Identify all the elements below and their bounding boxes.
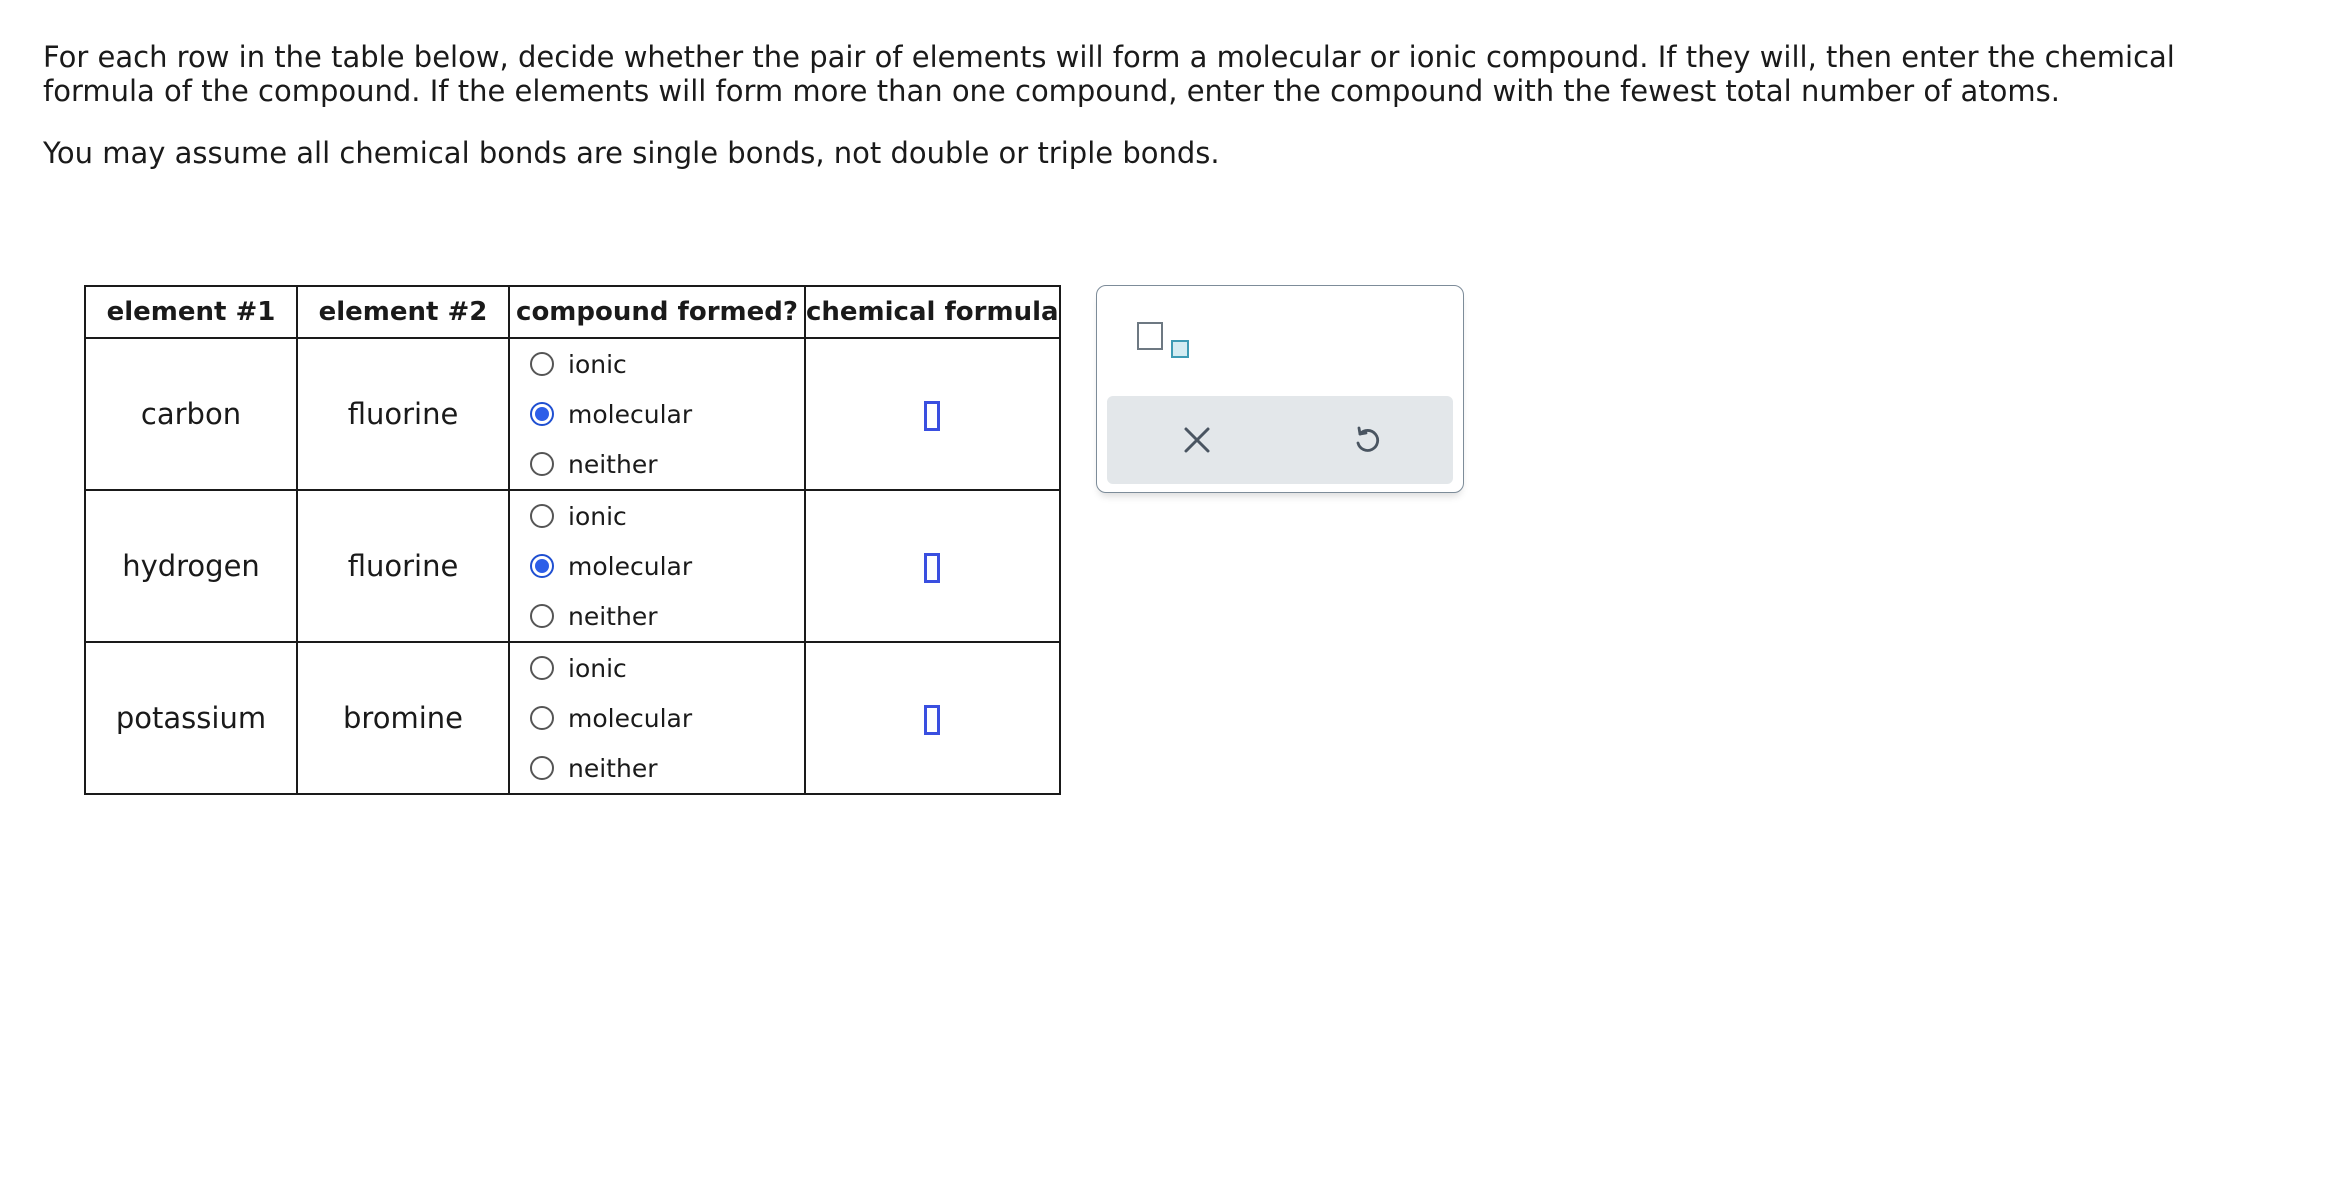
compound-table [84,285,1061,795]
header-element-1: element #1 [85,286,297,338]
formula-cell [805,490,1060,642]
answer-tools-panel [1096,285,1464,493]
element-1-cell: potassium [85,642,297,794]
header-compound-formed: compound formed? [509,286,805,338]
option-label: neither [568,449,658,479]
undo-arrow-icon[interactable] [1347,420,1387,460]
option-neither[interactable] [510,591,804,641]
option-label: molecular [568,703,693,733]
compound-choice-group [509,490,805,642]
instructions [43,40,2293,170]
formula-input[interactable] [924,401,940,431]
option-label: neither [568,753,658,783]
compound-choice-group [509,338,805,490]
option-neither[interactable] [510,439,804,489]
option-label: molecular [568,399,693,429]
radio-button[interactable] [530,554,554,578]
option-label: ionic [568,501,627,531]
radio-button[interactable] [530,352,554,376]
header-element-2: element #2 [297,286,509,338]
instructions-paragraph-2: You may assume all chemical bonds are single bonds, not double or triple bonds. [43,136,1220,170]
action-bar [1107,396,1453,484]
close-x-icon[interactable] [1177,420,1217,460]
option-molecular[interactable] [510,541,804,591]
option-label: ionic [568,653,627,683]
option-ionic[interactable] [510,491,804,541]
instructions-paragraph-1: For each row in the table below, decide whether the pair of elements will form a molecular or ionic compound. If they will, then enter the chemical formula of the compound. If the elements will form more than one compound, enter the compound with the fewest total number of atoms. [43,40,2175,108]
option-molecular[interactable] [510,693,804,743]
subscript-box [1171,340,1189,358]
table-header-row [85,286,1060,338]
option-ionic[interactable] [510,643,804,693]
option-neither[interactable] [510,743,804,793]
formula-cell [805,338,1060,490]
element-2-cell: fluorine [297,338,509,490]
option-ionic[interactable] [510,339,804,389]
element-1-cell: hydrogen [85,490,297,642]
formula-input[interactable] [924,705,940,735]
base-box [1137,322,1163,350]
element-1-cell: carbon [85,338,297,490]
option-molecular[interactable] [510,389,804,439]
radio-button[interactable] [530,604,554,628]
table-row [85,642,1060,794]
subscript-box-icon[interactable] [1137,322,1197,372]
option-label: molecular [568,551,693,581]
radio-button[interactable] [530,402,554,426]
header-chemical-formula: chemical formula [805,286,1060,338]
option-label: neither [568,601,658,631]
radio-button[interactable] [530,656,554,680]
radio-button[interactable] [530,706,554,730]
table-row [85,490,1060,642]
table-row [85,338,1060,490]
radio-button[interactable] [530,452,554,476]
element-2-cell: fluorine [297,490,509,642]
element-2-cell: bromine [297,642,509,794]
compound-choice-group [509,642,805,794]
radio-button[interactable] [530,504,554,528]
formula-input[interactable] [924,553,940,583]
formula-cell [805,642,1060,794]
radio-button[interactable] [530,756,554,780]
option-label: ionic [568,349,627,379]
